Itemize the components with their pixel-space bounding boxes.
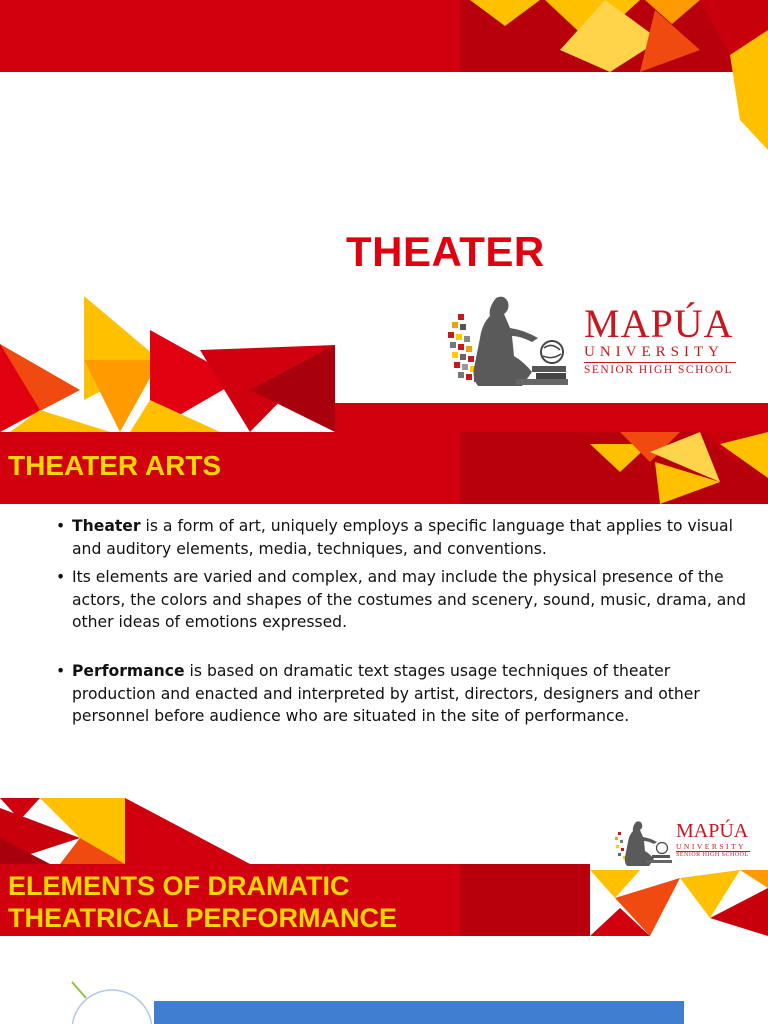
logo-senior-high: SENIOR HIGH SCHOOL: [676, 852, 749, 858]
slide-heading-line1: ELEMENTS OF DRAMATIC: [8, 871, 350, 901]
logo-senior-high: SENIOR HIGH SCHOOL: [584, 364, 734, 376]
slide-heading: [8, 870, 468, 934]
bullet-text: Its elements are varied and complex, and may include the physical presence of the actors, the colors and shapes of the costumes and scenery, sound, music, drama, and other ideas of emotions expressed.: [72, 568, 747, 632]
slide-theater-arts: [0, 432, 768, 798]
bullet-elements: [56, 566, 756, 634]
bullet-theater: [56, 515, 756, 560]
slide-title: [0, 0, 768, 432]
slide-heading-line2: THEATRICAL PERFORMANCE: [8, 903, 397, 933]
bullet-performance: [56, 660, 756, 728]
statue-icon: [612, 818, 676, 866]
slide-heading: THEATER ARTS: [8, 450, 222, 481]
mapua-logo-small: [612, 818, 762, 868]
bullet-text: is based on dramatic text stages usage techniques of theater production and enacted and interpreted by artist, directors, designers and other personnel before audience who are situated in the site of performance.: [72, 661, 700, 726]
logo-name: MAPÚA: [676, 820, 749, 842]
logo-university: UNIVERSITY: [584, 344, 724, 360]
mapua-logo: [444, 290, 744, 390]
logo-name: MAPÚA: [584, 301, 734, 346]
bullet-text: is a form of art, uniquely employs a specific language that applies to visual and auditory elements, media, techniques, and conventions.: [72, 517, 733, 558]
statue-icon: [444, 290, 584, 390]
bullet-term: Theater: [72, 517, 141, 535]
logo-university: UNIVERSITY: [676, 842, 746, 851]
bullet-term: Performance: [72, 661, 185, 680]
bullet-list: [56, 515, 756, 734]
slide-title-text: THEATER: [346, 228, 545, 275]
slide-elements: [0, 798, 768, 1024]
